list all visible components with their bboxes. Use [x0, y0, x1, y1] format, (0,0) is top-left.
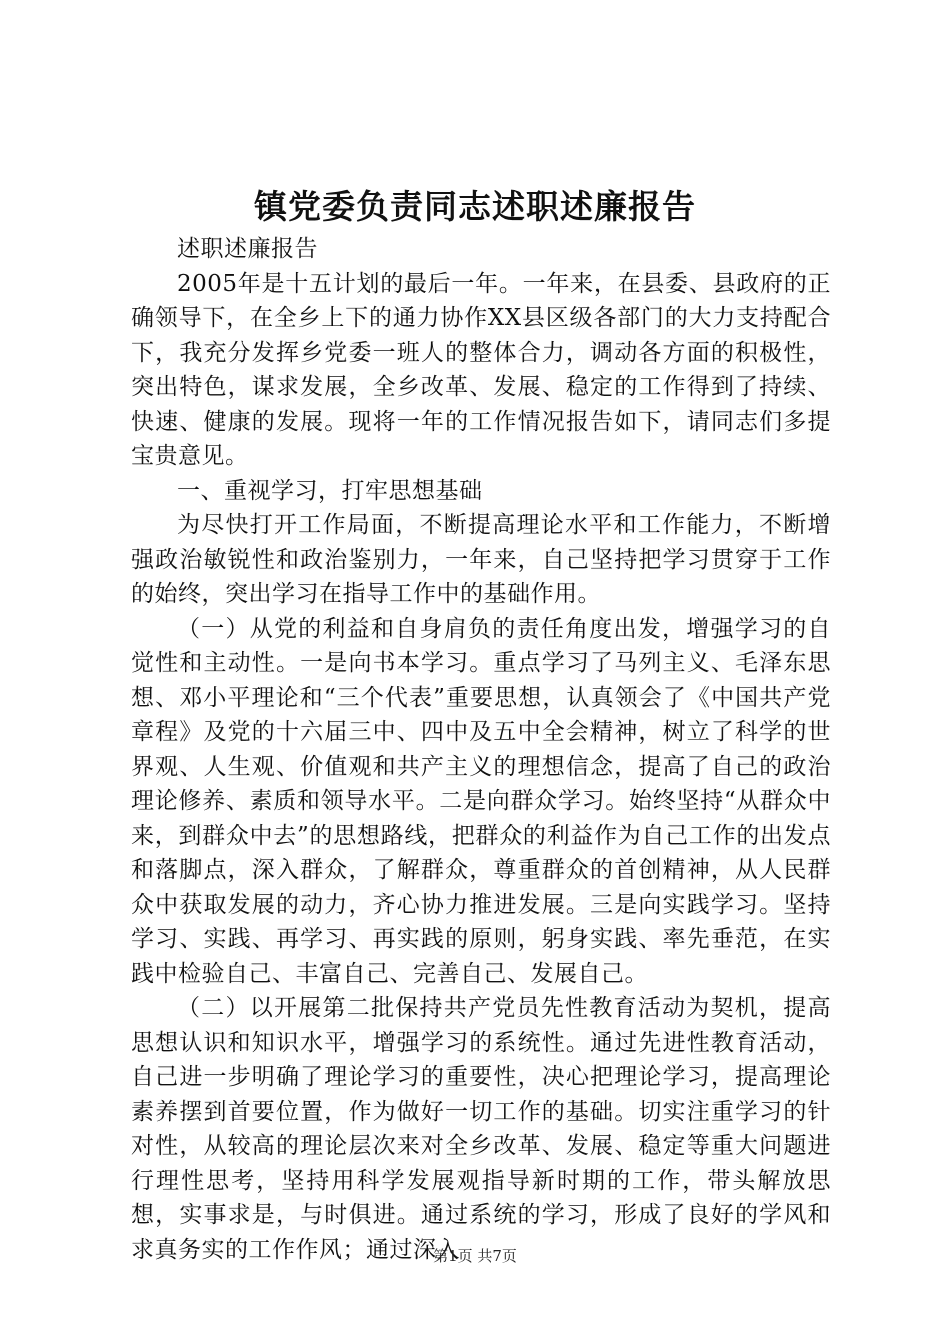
- subsection-two-paragraph: （二）以开展第二批保持共产党员先性教育活动为契机，提高思想认识和知识水平，增强学习的系统性。通过先进性教育活动，自己进一步明确了理论学习的重要性，决心把理论学习，提高理论素养摆到首要位置，作为做好一切工作的基础。切实注重学习的针对性，从较高的理论层次来对全乡改革、发展、稳定等重大问题进行理性思考，坚持用科学发展观指导新时期的工作，带头解放思想，实事求是，与时俱进。通过系统的学习，形成了良好的学风和求真务实的工作作风；通过深入: [131, 995, 831, 1263]
- subsection-one-paragraph: （一）从党的利益和自身肩负的责任角度出发，增强学习的自觉性和主动性。一是向书本学习。重点学习了马列主义、毛泽东思想、邓小平理论和“三个代表”重要思想，认真领会了《中国共产党章程》及党的十六届三中、四中及五中全会精神，树立了科学的世界观、人生观、价值观和共产主义的理想信念，提高了自己的政治理论修养、素质和领导水平。二是向群众学习。始终坚持“从群众中来，到群众中去”的思想路线，把群众的利益作为自己工作的出发点和落脚点，深入群众，了解群众，尊重群众的首创精神，从人民群众中获取发展的动力，齐心协力推进发展。三是向实践学习。坚持学习、实践、再学习、再实践的原则，躬身实践、率先垂范，在实践中检验自己、丰富自己、完善自己、发展自己。: [131, 615, 831, 987]
- page-footer: 第1页 共7页: [433, 1247, 517, 1265]
- section-heading: 一、重视学习，打牢思想基础: [177, 477, 483, 504]
- subtitle-paragraph: 述职述廉报告: [177, 236, 318, 262]
- intro-paragraph: 2005年是十五计划的最后一年。一年来，在县委、县政府的正确领导下，在全乡上下的通力协作XX县区级各部门的大力支持配合下，我充分发挥乡党委一班人的整体合力，调动各方面的积极性，突出特色，谋求发展，全乡改革、发展、稳定的工作得到了持续、快速、健康的发展。现将一年的工作情况报告如下，请同志们多提宝贵意见。: [131, 270, 831, 469]
- section-intro-paragraph: 为尽快打开工作局面，不断提高理论水平和工作能力，不断增强政治敏锐性和政治鉴别力，一年来，自己坚持把学习贯穿于工作的始终，突出学习在指导工作中的基础作用。: [131, 512, 831, 607]
- document-body: [131, 232, 831, 1267]
- document-title: 镇党委负责同志述职述廉报告: [254, 187, 696, 226]
